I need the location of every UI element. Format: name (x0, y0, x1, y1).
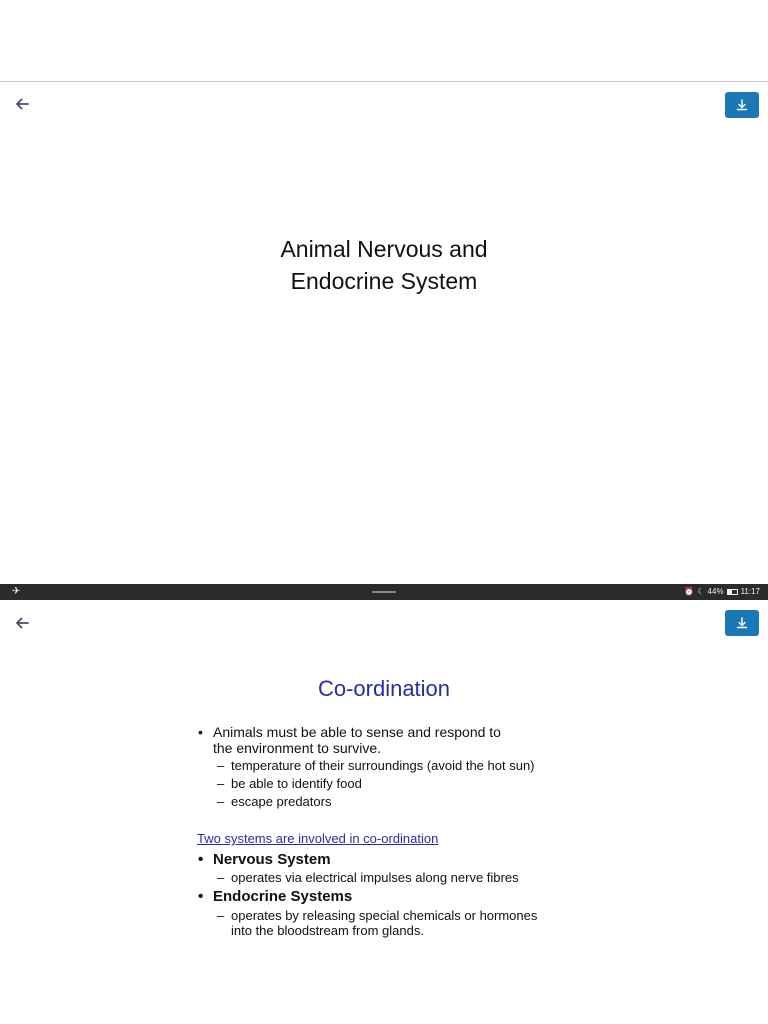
sub-bullet-text: temperature of their surroundings (avoid the hot sun) (231, 758, 535, 773)
sub-bullet-item: – operates by releasing special chemicals or hormones into the bloodstream from glands. (197, 908, 597, 938)
slide-content (197, 724, 597, 938)
battery-icon (727, 589, 738, 595)
arrow-left-icon (14, 96, 30, 112)
back-button-2[interactable] (10, 611, 34, 635)
moon-icon: ☾ (697, 587, 705, 596)
status-indicators (684, 586, 760, 598)
slide-title (0, 233, 768, 297)
section-link[interactable]: Two systems are involved in co-ordination (197, 831, 439, 846)
sub-bullet-text: operates by releasing special chemicals or hormones (231, 908, 538, 923)
back-button[interactable] (10, 92, 34, 116)
download-button-2[interactable] (725, 610, 759, 636)
bullet-text: Endocrine Systems (213, 888, 353, 905)
battery-percent: 44% (707, 587, 724, 596)
sub-bullet-item: – escape predators (217, 794, 332, 809)
download-icon (735, 98, 749, 112)
status-bar (0, 584, 768, 600)
sub-bullet-item: – temperature of their surroundings (avoid the hot sun) (217, 758, 535, 773)
bullet-item: • Nervous System (198, 851, 331, 868)
slide-title-line-2: Endocrine System (290, 268, 478, 294)
sub-bullet-text: be able to identify food (231, 776, 362, 791)
bullet-item: • Animals must be able to sense and respond to the environment to survive. (197, 724, 597, 756)
bullet-item: • Endocrine Systems (198, 888, 353, 905)
bullet-text: Nervous System (213, 851, 331, 868)
sub-bullet-text: into the bloodstream from glands. (231, 923, 424, 938)
alarm-icon: ⏰ (684, 587, 695, 596)
download-icon (735, 616, 749, 630)
sub-bullet-item: – be able to identify food (217, 776, 362, 791)
sub-bullet-item: – operates via electrical impulses along nerve fibres (217, 870, 519, 885)
clock: 11:17 (740, 587, 760, 596)
slide-title-line-1: Animal Nervous and (280, 236, 488, 262)
drag-handle[interactable] (372, 591, 396, 593)
sub-bullet-text: escape predators (231, 794, 332, 809)
sub-bullet-text: operates via electrical impulses along nerve fibres (231, 870, 519, 885)
slide-page-2 (0, 600, 768, 1024)
bullet-text: Animals must be able to sense and respond to (213, 724, 501, 740)
slide-title: Co-ordination (317, 676, 451, 701)
bullet-text: the environment to survive. (213, 740, 382, 756)
download-button[interactable] (725, 92, 759, 118)
notification-icon: ✈ (12, 586, 21, 597)
battery-fill (728, 590, 732, 594)
arrow-left-icon (14, 615, 30, 631)
top-divider (0, 81, 768, 82)
